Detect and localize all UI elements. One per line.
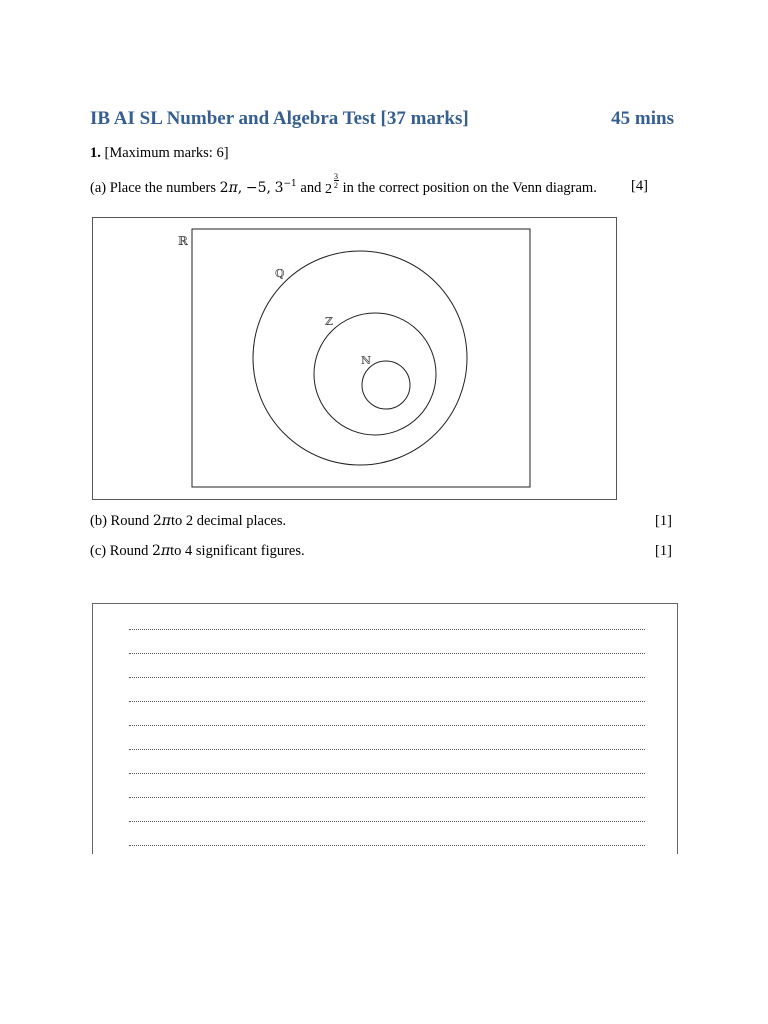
answer-line[interactable] [129, 845, 645, 846]
answer-line[interactable] [129, 701, 645, 702]
answer-line[interactable] [129, 629, 645, 630]
test-title: IB AI SL Number and Algebra Test [37 marks] [90, 108, 469, 129]
part-c-suffix: to 4 significant figures. [170, 543, 305, 559]
part-c-text [90, 543, 305, 560]
number-2pi: 2π [219, 180, 238, 196]
number-2-three-halves: 2 3 2 [324, 172, 338, 197]
set-R-label: ℝ [178, 234, 188, 248]
part-b-prefix: (b) Round [90, 513, 150, 529]
number-3-inverse: $3^{-1}$ [274, 179, 297, 196]
part-b-marks: [1] [655, 513, 672, 529]
venn-diagram [93, 218, 616, 499]
part-a-marks: [4] [631, 178, 648, 194]
part-c-marks: [1] [655, 543, 672, 559]
number-2pi: 2π [152, 513, 171, 529]
answer-line[interactable] [129, 821, 645, 822]
answer-line[interactable] [129, 725, 645, 726]
time-limit: 45 mins [611, 108, 674, 129]
part-b-suffix: to 2 decimal places. [170, 513, 287, 529]
set-N-circle [362, 361, 410, 409]
answer-line[interactable] [129, 653, 645, 654]
set-Z-circle [314, 313, 436, 435]
part-b-text [90, 513, 286, 530]
part-a-prefix: (a) Place the numbers [90, 180, 217, 196]
separator: , [237, 180, 243, 196]
set-Q-label: ℚ [275, 267, 285, 280]
question-max-marks: [Maximum marks: 6] [104, 145, 229, 161]
and-word: and [300, 180, 322, 196]
part-c-prefix: (c) Round [90, 543, 149, 559]
part-a-suffix: in the correct position on the Venn diagram. [342, 180, 597, 196]
answer-writing-area[interactable] [92, 603, 678, 854]
answer-line[interactable] [129, 797, 645, 798]
venn-diagram-frame [92, 217, 617, 500]
answer-line[interactable] [129, 773, 645, 774]
number-minus-5: −5 [245, 180, 267, 196]
set-N-label: ℕ [361, 354, 372, 367]
number-2pi: 2π [152, 543, 171, 559]
part-a-text [90, 172, 597, 198]
answer-line[interactable] [129, 677, 645, 678]
test-title-bar [90, 108, 674, 130]
set-Z-label: ℤ [325, 315, 334, 328]
separator: , [266, 180, 271, 196]
answer-line[interactable] [129, 749, 645, 750]
question-number: 1. [90, 145, 101, 161]
question-header [90, 145, 229, 162]
